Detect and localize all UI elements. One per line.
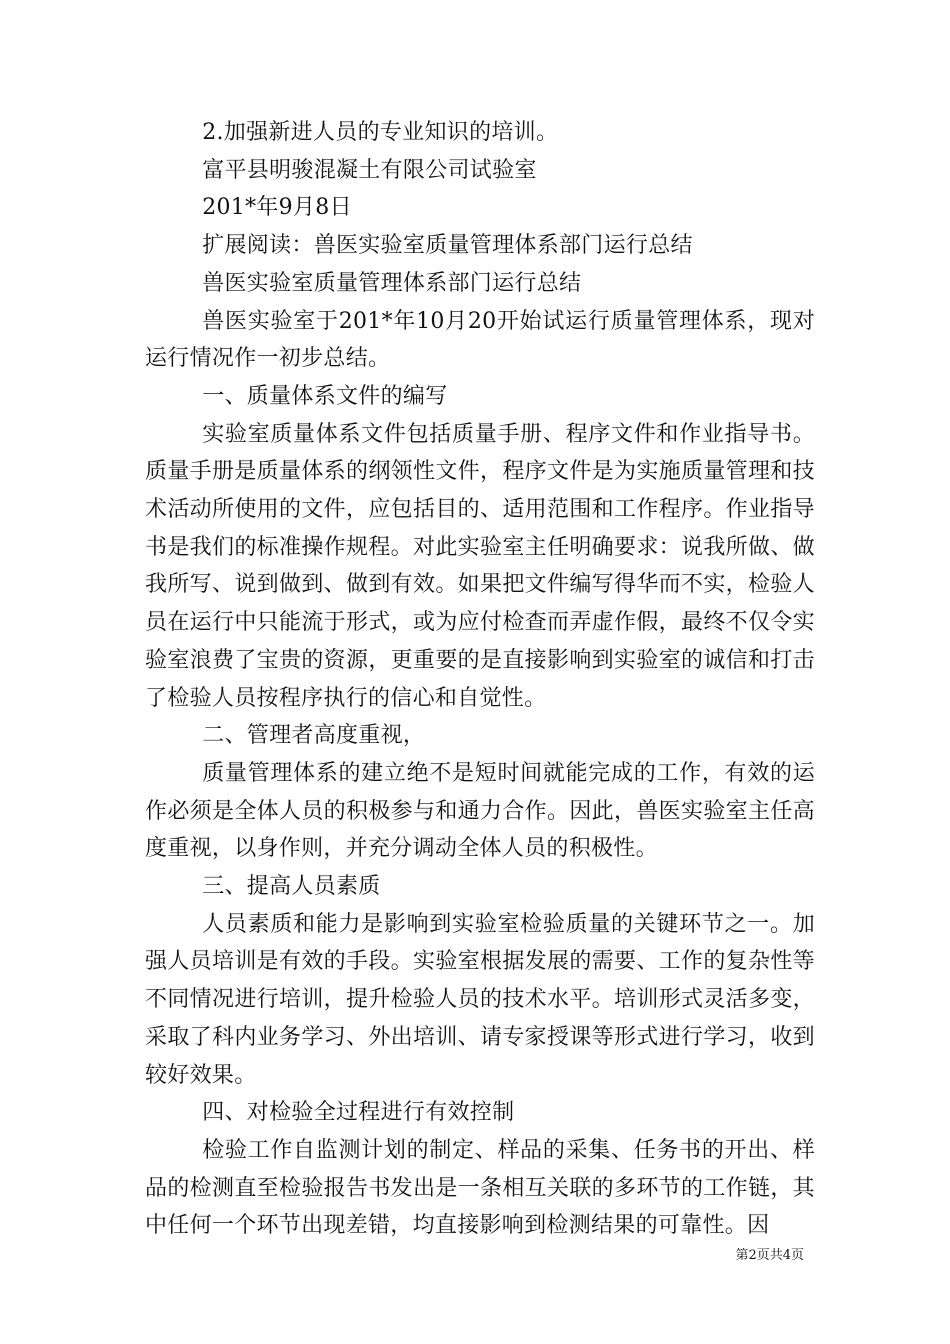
paragraph-extended-reading: 扩展阅读：兽医实验室质量管理体系部门运行总结	[202, 233, 693, 259]
paragraph-intro: 兽医实验室于201*年10月20开始试运行质量管理体系，现对运行情况作一初步总结。	[145, 308, 815, 372]
section-heading-1: 一、质量体系文件的编写	[202, 383, 448, 409]
section-heading-2: 二、管理者高度重视，	[202, 723, 426, 749]
paragraph-article-title: 兽医实验室质量管理体系部门运行总结	[202, 270, 582, 296]
paragraph-section-1: 实验室质量体系文件包括质量手册、程序文件和作业指导书。质量手册是质量体系的纲领性文件，程序文件是为实施质量管理和技术活动所使用的文件，应包括目的、适用范围和工作程序。作业指导书是我们的标准操作规程。对此实验室主任明确要求：说我所做、做我所写、说到做到、做到有效。如果把文件编写得华而不实，检验人员在运行中只能流于形式，或为应付检查而弄虚作假，最终不仅令实验室浪费了宝贵的资源，更重要的是直接影响到实验室的诚信和打击了检验人员按程序执行的信心和自觉性。	[145, 421, 815, 711]
paragraph-section-3: 人员素质和能力是影响到实验室检验质量的关键环节之一。加强人员培训是有效的手段。实验室根据发展的需要、工作的复杂性等不同情况进行培训，提升检验人员的技术水平。培训形式灵活多变，采取了科内业务学习、外出培训、请专家授课等形式进行学习，收到较好效果。	[145, 911, 815, 1088]
paragraph-section-2: 质量管理体系的建立绝不是短时间就能完成的工作，有效的运作必须是全体人员的积极参与和通力合作。因此，兽医实验室主任高度重视，以身作则，并充分调动全体人员的积极性。	[145, 760, 815, 862]
paragraph-section-4: 检验工作自监测计划的制定、样品的采集、任务书的开出、样品的检测直至检验报告书发出是一条相互关联的多环节的工作链，其中任何一个环节出现差错，均直接影响到检测结果的可靠性。因	[145, 1137, 815, 1239]
section-heading-3: 三、提高人员素质	[202, 874, 381, 900]
page-number-footer: 第2页共4页	[735, 1248, 804, 1263]
paragraph-training-item: 2.加强新进人员的专业知识的培训。	[202, 120, 559, 145]
paragraph-company-name: 富平县明骏混凝土有限公司试验室	[202, 157, 537, 183]
document-body	[145, 114, 815, 1245]
section-heading-4: 四、对检验全过程进行有效控制	[202, 1100, 515, 1126]
paragraph-date: 201*年9月8日	[202, 195, 352, 221]
